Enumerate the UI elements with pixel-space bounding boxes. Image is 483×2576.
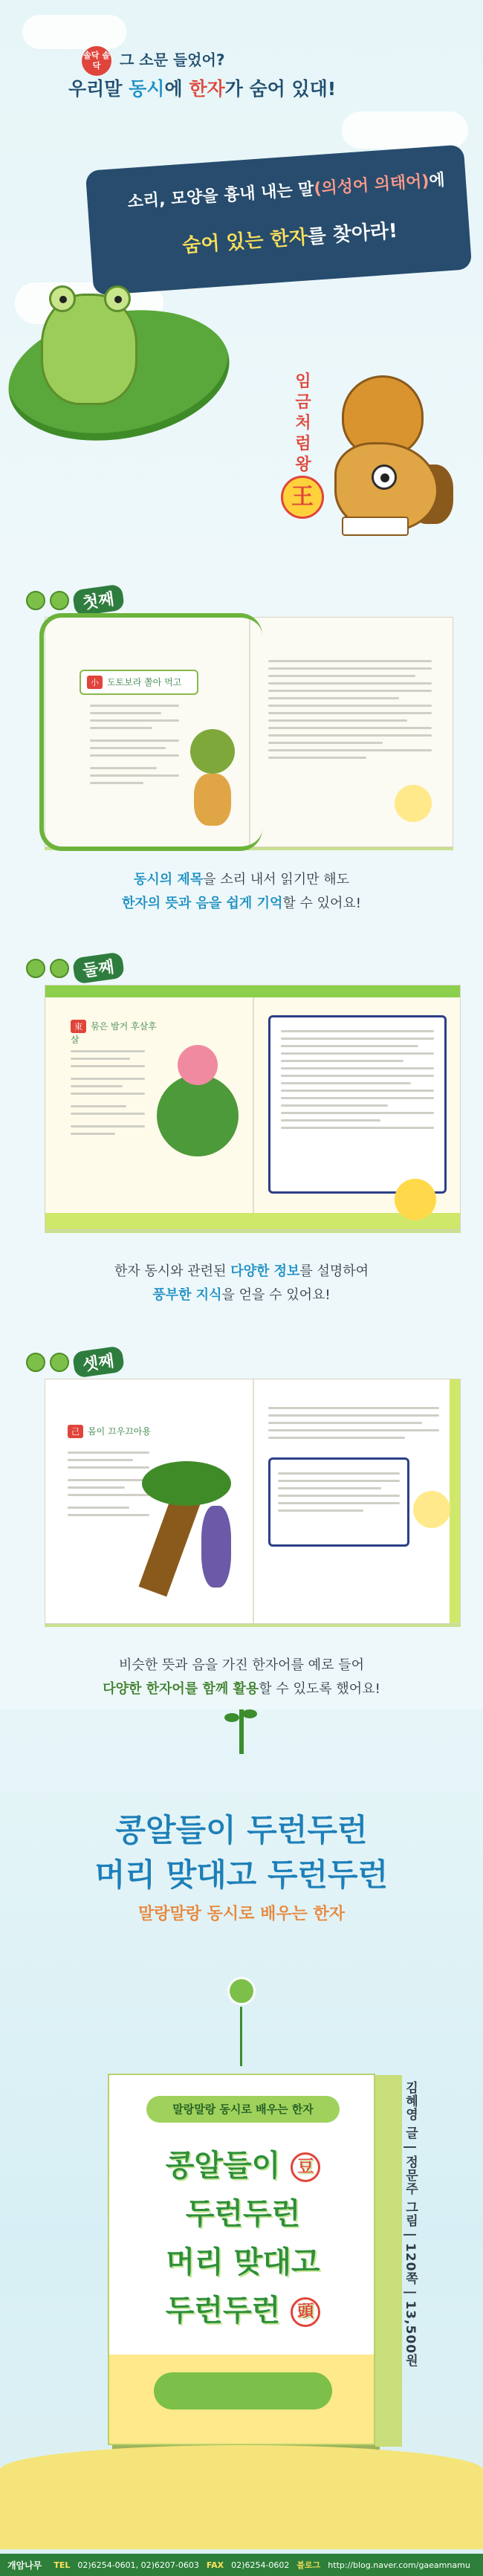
hero-headline-2: 우리말 동시에 한자가 숨어 있대! bbox=[68, 78, 337, 100]
book-title-line-1: 콩알들이 두런두런 bbox=[115, 1812, 368, 1848]
footer-blog-link[interactable]: http://blog.naver.com/gaeamnamu bbox=[328, 2560, 470, 2570]
frog-illustration bbox=[41, 294, 137, 405]
leaf-icon bbox=[242, 1709, 257, 1718]
footer-fax: 02)6254-0602 bbox=[231, 2560, 290, 2570]
hanja-note-circle bbox=[413, 1491, 450, 1528]
section-1-label: 첫째 bbox=[26, 587, 123, 613]
book-cover-title-1: 콩알들이 豆 bbox=[109, 2142, 377, 2184]
pea-icon bbox=[50, 591, 69, 610]
explanation-text bbox=[268, 655, 432, 764]
grass-decoration bbox=[450, 1379, 460, 1623]
book-cover-title-4: 두런두런 頭 bbox=[109, 2287, 377, 2329]
pea-icon bbox=[26, 959, 45, 978]
pea-icon bbox=[26, 1353, 45, 1372]
grass-decoration bbox=[45, 1213, 460, 1229]
poem-lines bbox=[68, 1446, 149, 1521]
section-1-caption: 동시의 제목을 소리 내서 읽기만 해도 한자의 뜻과 음을 쉽게 기억할 수 있어요! bbox=[122, 872, 361, 911]
book-cover-band: 말랑말랑 동시로 배우는 한자 bbox=[146, 2096, 340, 2123]
hero-badge: 솔닥 솔닥 bbox=[82, 46, 111, 76]
hero-headline-1: 솔닥 솔닥 그 소문 들었어? bbox=[82, 46, 224, 76]
section-2-title-tag: 束 묶은 밤거 후살후살 bbox=[71, 1021, 157, 1045]
section-1-title-tag: 小 도토보라 쫄아 먹고 bbox=[80, 670, 198, 695]
chestnut-burr-illustration bbox=[190, 729, 235, 774]
section-3-book-spread bbox=[45, 1379, 461, 1624]
hanja-word-panel bbox=[268, 1457, 409, 1547]
pea-icon bbox=[227, 1977, 256, 2005]
book-cover-title-3: 머리 맞대고 bbox=[166, 2245, 320, 2279]
publisher-logo: 개암나무 bbox=[7, 2560, 42, 2571]
hero-banner bbox=[0, 0, 483, 587]
cloud bbox=[342, 111, 468, 149]
info-panel bbox=[268, 1015, 447, 1194]
stem-decoration bbox=[240, 2007, 242, 2066]
section-2-label: 둘째 bbox=[26, 955, 123, 981]
pea-icon bbox=[26, 591, 45, 610]
book-metadata: 김혜영 글 | 정문주 그림 | 120쪽 | 13,500원 bbox=[403, 2081, 418, 2368]
pea-icon bbox=[50, 959, 69, 978]
vine-decoration bbox=[45, 986, 460, 997]
peach-illustration bbox=[178, 1045, 218, 1085]
book-subtitle: 말랑말랑 동시로 배우는 한자 bbox=[137, 1905, 345, 1923]
section-1-book-spread bbox=[45, 617, 453, 847]
hero-callout-line-1: 소리, 모양을 흉내 내는 말(의성어 의태어)에 bbox=[126, 171, 446, 212]
section-3-label: 셋째 bbox=[26, 1349, 123, 1375]
book-title-line-2: 머리 맞대고 두런두런 bbox=[94, 1857, 389, 1893]
section-3-caption: 비슷한 뜻과 음을 가진 한자어를 예로 들어 다양한 한자어를 함께 활용할 수 있도록 했어요! bbox=[103, 1657, 380, 1697]
book-cover bbox=[108, 2074, 375, 2445]
hanja-note-circle bbox=[395, 785, 432, 822]
pea-icon bbox=[50, 1353, 69, 1372]
hanja-note-circle bbox=[395, 1179, 436, 1220]
footer-bar: 개암나무 TEL 02)6254-0601, 02)6207-0603 FAX 02)6254-0602 블로그 http://blog.naver.com/gaeamnamu bbox=[0, 2554, 483, 2576]
tree-leaves-illustration bbox=[142, 1461, 231, 1506]
section-2-book-spread bbox=[45, 985, 461, 1230]
chestnut-burr-illustration bbox=[157, 1075, 239, 1156]
poem-lines bbox=[71, 1045, 145, 1140]
ground-decoration bbox=[0, 2445, 483, 2549]
book-cover-title-2: 두런두런 bbox=[185, 2197, 301, 2231]
cloud bbox=[22, 15, 126, 49]
leaf-icon bbox=[224, 1713, 239, 1722]
footer-tel: 02)6254-0601, 02)6207-0603 bbox=[77, 2560, 199, 2570]
hanja-king-badge: 王 bbox=[281, 476, 324, 519]
poem-lines bbox=[90, 699, 179, 789]
hero-callout-line-2: 숨어 있는 한자를 찾아라! bbox=[181, 219, 398, 258]
bird-illustration bbox=[201, 1506, 231, 1588]
section-3-title-tag: 己 몸이 끄우끄아용 bbox=[62, 1420, 166, 1443]
pea-pod-illustration bbox=[154, 2372, 332, 2410]
section-2-caption: 한자 동시와 관련된 다양한 정보를 설명하여 풍부한 지식을 얻을 수 있어요! bbox=[114, 1263, 369, 1303]
squirrel-illustration bbox=[194, 774, 231, 826]
dog-label: 임금처럼 왕 bbox=[295, 372, 311, 474]
dog-illustration bbox=[320, 375, 446, 569]
explanation-text bbox=[268, 1402, 439, 1444]
